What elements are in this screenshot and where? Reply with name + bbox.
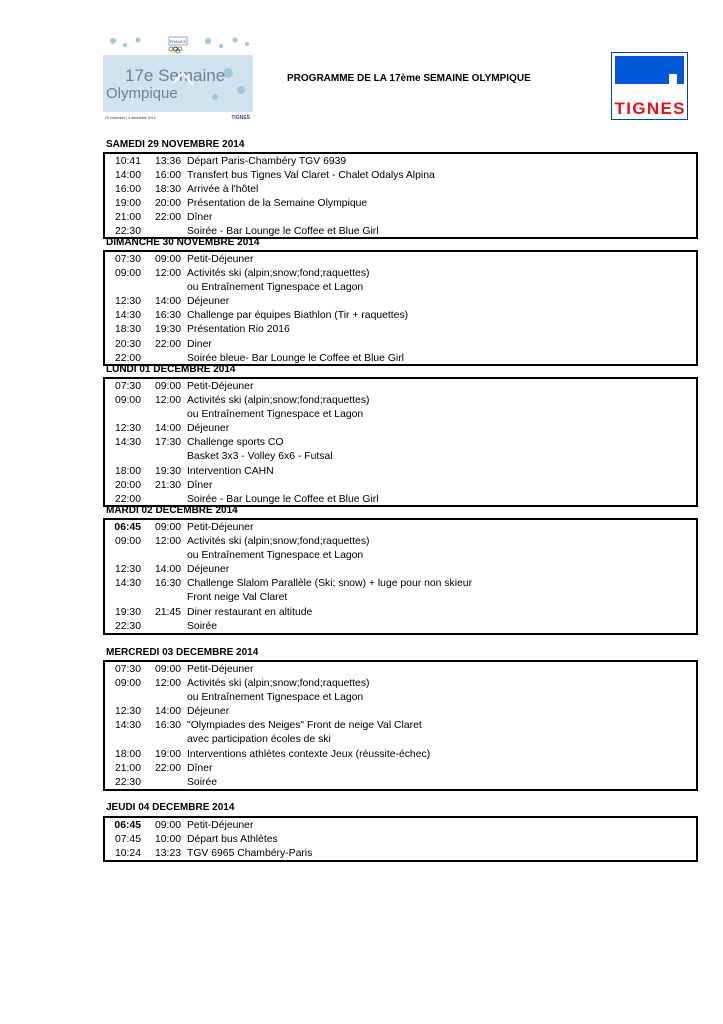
start-time: 09:00 [114, 536, 141, 548]
activity-description: Petit-Déjeuner [187, 381, 254, 392]
end-time: 12:00 [155, 536, 182, 548]
activity-description: Interventions athlètes contexte Jeux (réussite-échec) [187, 748, 431, 760]
start-time: 07:30 [114, 254, 141, 265]
end-time: 21:45 [155, 606, 182, 618]
activity-description: Arrivée à l'hôtel [187, 184, 259, 196]
schedule-row [105, 549, 696, 563]
schedule-row [105, 323, 696, 337]
tignes-logo-text: TIGNES [614, 99, 685, 118]
day-schedule [103, 250, 698, 366]
start-time: 18:00 [114, 465, 141, 477]
schedule-row [105, 719, 696, 733]
activity-description: Diner restaurant en altitude [187, 606, 313, 618]
activity-description: Soirée - Bar Lounge le Coffee et Blue Girl [187, 493, 379, 505]
schedule-row [105, 563, 696, 577]
activity-description: Petit-Déjeuner [187, 664, 254, 675]
activity-description: Activités ski (alpin;snow;fond;raquettes) [187, 395, 370, 407]
schedule-row [105, 436, 696, 450]
day-label: JEUDI 04 DECEMBRE 2014 [106, 802, 235, 813]
schedule-row [105, 535, 696, 549]
end-time: 16:30 [155, 578, 182, 590]
activity-description: Activités ski (alpin;snow;fond;raquettes) [187, 536, 370, 548]
end-time: 19:00 [155, 748, 182, 760]
start-time: 14:30 [114, 437, 141, 449]
start-time: 16:00 [114, 184, 141, 196]
schedule-row [105, 253, 696, 267]
start-time: 22:30 [114, 776, 141, 788]
activity-description: ou Entraînement Tignespace et Lagon [187, 282, 364, 294]
end-time: 20:00 [155, 198, 182, 210]
start-time: 21:00 [114, 212, 141, 224]
day-schedule [103, 816, 698, 862]
schedule-row [105, 197, 696, 211]
end-time: 09:00 [155, 522, 182, 533]
activity-description: Activités ski (alpin;snow;fond;raquettes) [187, 268, 370, 280]
day-label: SAMEDI 29 NOVEMBRE 2014 [106, 139, 245, 150]
schedule-row [105, 591, 696, 605]
end-time: 12:00 [155, 678, 182, 690]
start-time: 14:30 [114, 310, 141, 322]
start-time: 12:30 [114, 564, 141, 576]
semaine-olympique-logo [103, 35, 253, 121]
activity-description: Déjeuner [187, 564, 230, 576]
end-time: 10:00 [155, 834, 182, 846]
end-time: 16:30 [155, 310, 182, 322]
activity-description: Dîner [187, 762, 213, 774]
schedule-row [105, 762, 696, 776]
page-title: PROGRAMME DE LA 17ème SEMAINE OLYMPIQUE [287, 73, 531, 84]
end-time: 21:30 [155, 479, 182, 491]
activity-description: Présentation Rio 2016 [187, 324, 290, 336]
start-time: 09:00 [114, 678, 141, 690]
schedule-row [105, 819, 696, 833]
schedule-row [105, 748, 696, 762]
logo-country: FRANCE [169, 39, 187, 44]
end-time: 18:30 [155, 184, 182, 196]
end-time: 09:00 [155, 254, 182, 265]
end-time: 09:00 [155, 820, 182, 831]
activity-description: Soirée - Bar Lounge le Coffee et Blue Girl [187, 226, 379, 238]
start-time: 10:24 [114, 848, 141, 860]
schedule-row [105, 833, 696, 847]
schedule-row [105, 338, 696, 352]
day-schedule [103, 518, 698, 635]
schedule-row [105, 422, 696, 436]
activity-description: Basket 3x3 - Volley 6x6 - Futsal [187, 451, 333, 463]
activity-description: Petit-Déjeuner [187, 820, 254, 831]
schedule-row [105, 847, 696, 861]
schedule-row [105, 295, 696, 309]
schedule-row [105, 155, 696, 169]
activity-description: ou Entraînement Tignespace et Lagon [187, 550, 364, 562]
activity-description: Challenge Slalom Parallèle (Ski; snow) + luge pour non skieur [187, 578, 473, 590]
activity-description: Déjeuner [187, 423, 230, 435]
schedule-row [105, 705, 696, 719]
start-time: 12:30 [114, 423, 141, 435]
start-time: 19:30 [114, 606, 141, 618]
day-schedule [103, 377, 698, 507]
end-time: 22:00 [155, 338, 182, 350]
activity-description: Soirée bleue- Bar Lounge le Coffee et Blue Girl [187, 352, 404, 364]
activity-description: ou Entraînement Tignespace et Lagon [187, 692, 364, 704]
start-time: 06:45 [114, 820, 141, 831]
end-time: 14:00 [155, 564, 182, 576]
activity-description: Déjeuner [187, 296, 230, 308]
activity-description: ou Entraînement Tignespace et Lagon [187, 409, 364, 421]
end-time: 14:00 [155, 423, 182, 435]
end-time: 13:36 [155, 156, 182, 167]
schedule-row [105, 663, 696, 677]
start-time: 22:00 [114, 352, 141, 364]
activity-description: Petit-Déjeuner [187, 522, 254, 533]
start-time: 21:00 [114, 762, 141, 774]
tignes-logo [611, 52, 688, 120]
schedule-row [105, 450, 696, 464]
activity-description: TGV 6965 Chambéry-Paris [187, 848, 313, 860]
start-time: 14:00 [114, 170, 141, 182]
start-time: 22:30 [114, 226, 141, 238]
start-time: 06:45 [114, 522, 141, 533]
schedule-row [105, 380, 696, 394]
activity-description: Challenge sports CO [187, 437, 284, 449]
activity-description: Activités ski (alpin;snow;fond;raquettes) [187, 678, 370, 690]
start-time: 14:30 [114, 720, 141, 732]
start-time: 09:00 [114, 268, 141, 280]
start-time: 19:00 [114, 198, 141, 210]
start-time: 18:30 [114, 324, 141, 336]
end-time: 19:30 [155, 324, 182, 336]
schedule-row [105, 281, 696, 295]
start-time: 10:41 [114, 156, 141, 167]
start-time: 14:30 [114, 578, 141, 590]
end-time: 13:23 [155, 848, 182, 860]
schedule-row [105, 394, 696, 408]
start-time: 12:30 [114, 706, 141, 718]
start-time: 12:30 [114, 296, 141, 308]
activity-description: Challenge par équipes Biathlon (Tir + raquettes) [187, 310, 409, 322]
start-time: 22:00 [114, 493, 141, 505]
end-time: 22:00 [155, 762, 182, 774]
start-time: 09:00 [114, 395, 141, 407]
activity-description: Soirée [187, 620, 218, 632]
schedule-row [105, 211, 696, 225]
logo-line1: 17e Semaine [125, 66, 226, 85]
end-time: 16:30 [155, 720, 182, 732]
schedule-row [105, 267, 696, 281]
end-time: 09:00 [155, 381, 182, 392]
end-time: 17:30 [155, 437, 182, 449]
schedule-row [105, 577, 696, 591]
end-time: 14:00 [155, 706, 182, 718]
activity-description: Départ bus Athlètes [187, 834, 278, 846]
start-time: 18:00 [114, 748, 141, 760]
schedule-row [105, 521, 696, 535]
activity-description: Petit-Déjeuner [187, 254, 254, 265]
day-label: DIMANCHE 30 NOVEMBRE 2014 [106, 237, 260, 248]
day-label: MERCREDI 03 DECEMBRE 2014 [106, 647, 259, 658]
end-time: 09:00 [155, 664, 182, 675]
activity-description: Déjeuner [187, 706, 230, 718]
activity-description: Dîner [187, 212, 213, 224]
schedule-row [105, 776, 696, 790]
activity-description: Front neige Val Claret [187, 592, 288, 604]
schedule-row [105, 465, 696, 479]
schedule-row [105, 169, 696, 183]
activity-description: Transfert bus Tignes Val Claret - Chalet Odalys Alpina [187, 170, 435, 182]
activity-description: Intervention CAHN [187, 465, 274, 477]
activity-description: avec participation écoles de ski [187, 734, 331, 746]
activity-description: "Olympiades des Neiges" Front de neige Val Claret [187, 720, 422, 732]
end-time: 16:00 [155, 170, 182, 182]
end-time: 19:30 [155, 465, 182, 477]
schedule-row [105, 677, 696, 691]
schedule-row [105, 606, 696, 620]
day-label: LUNDI 01 DECEMBRE 2014 [106, 364, 236, 375]
end-time: 14:00 [155, 296, 182, 308]
schedule-row [105, 620, 696, 634]
logo-place: TIGNES [231, 115, 250, 121]
day-schedule [103, 152, 698, 239]
start-time: 22:30 [114, 620, 141, 632]
schedule-row [105, 183, 696, 197]
end-time: 12:00 [155, 268, 182, 280]
activity-description: Présentation de la Semaine Olympique [187, 198, 368, 210]
schedule-row [105, 309, 696, 323]
start-time: 07:30 [114, 381, 141, 392]
end-time: 22:00 [155, 212, 182, 224]
activity-description: Soirée [187, 776, 218, 788]
logo-line2: Olympique [106, 85, 178, 102]
start-time: 07:45 [114, 834, 141, 846]
schedule-row [105, 691, 696, 705]
schedule-row [105, 733, 696, 747]
activity-description: Départ Paris-Chambéry TGV 6939 [187, 156, 347, 167]
activity-description: Diner [187, 338, 212, 350]
schedule-row [105, 479, 696, 493]
start-time: 07:30 [114, 664, 141, 675]
end-time: 12:00 [155, 395, 182, 407]
day-label: MARDI 02 DECEMBRE 2014 [106, 505, 238, 516]
day-schedule [103, 660, 698, 791]
activity-description: Dîner [187, 479, 213, 491]
start-time: 20:30 [114, 338, 141, 350]
logo-dates: 29 novembre | 4 décembre 2014 [105, 116, 156, 120]
schedule-row [105, 408, 696, 422]
start-time: 20:00 [114, 479, 141, 491]
